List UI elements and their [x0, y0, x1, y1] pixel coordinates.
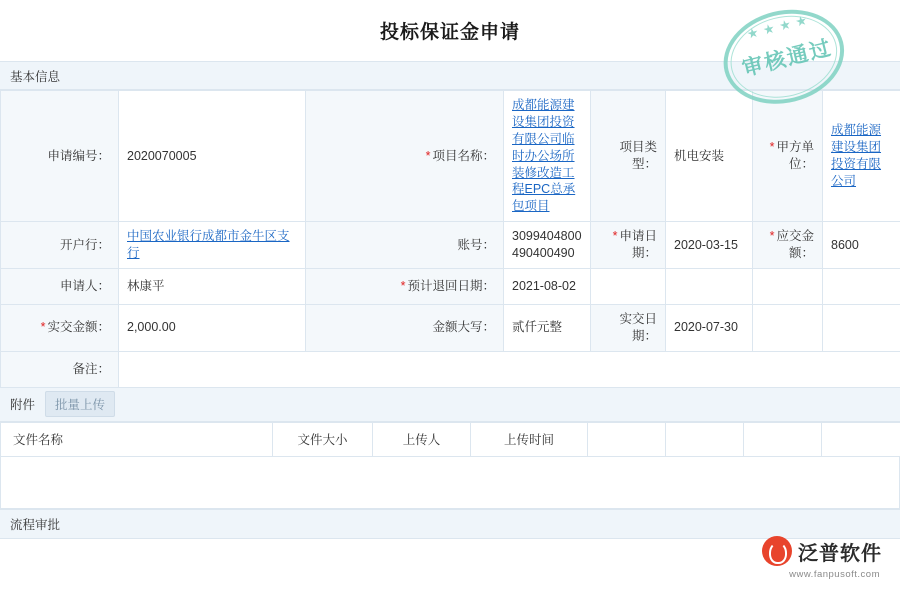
required-mark-icon: *	[769, 229, 775, 244]
attachment-empty-body	[0, 457, 900, 509]
basic-info-table	[0, 90, 900, 388]
empty-cell	[666, 268, 753, 304]
required-mark-icon: *	[425, 148, 431, 163]
column-extra-3[interactable]	[744, 422, 822, 456]
applicant-label	[1, 268, 119, 304]
brand-mark-icon	[762, 536, 792, 566]
amount-in-words-label-text: 金额大写：	[432, 320, 495, 335]
table-row	[1, 268, 900, 304]
empty-cell	[591, 268, 666, 304]
applicant-label-text: 申请人：	[59, 278, 110, 293]
paid-amount-value: 2,000.00	[119, 304, 306, 351]
payable-amount-value: 8600	[823, 222, 900, 269]
payable-amount-label-text: 应交金额：	[776, 229, 814, 260]
apply-no-value: 2020070005	[119, 91, 306, 222]
section-flow-approval-label: 流程审批	[10, 517, 61, 532]
party-a-label	[753, 91, 823, 222]
brand-logo	[762, 536, 882, 580]
table-row	[1, 351, 900, 387]
project-name-label-text: 项目名称：	[432, 148, 495, 163]
bank-label	[1, 222, 119, 269]
project-name-link[interactable]: 成都能源建设集团投资有限公司临时办公场所装修改造工程EPC总承包项目	[512, 98, 576, 214]
apply-no-label	[1, 91, 119, 222]
column-extra-4[interactable]	[822, 422, 900, 456]
payable-amount-label	[753, 222, 823, 269]
table-row	[1, 91, 900, 222]
attachment-table	[0, 422, 900, 457]
bank-label-text: 开户行：	[59, 237, 110, 252]
column-extra-2[interactable]	[666, 422, 744, 456]
account-value: 3099404800490400490	[504, 222, 591, 269]
account-label-text: 账号：	[457, 237, 495, 252]
table-header-row	[1, 422, 900, 456]
column-file-name[interactable]: 文件名称	[1, 422, 273, 456]
expected-return-date-label-text: 预计退回日期：	[407, 278, 495, 293]
remark-label-text: 备注：	[72, 361, 110, 376]
project-name-label	[306, 91, 504, 222]
required-mark-icon: *	[400, 278, 406, 293]
apply-date-label-text: 申请日期：	[619, 229, 657, 260]
apply-date-label	[591, 222, 666, 269]
attachment-label: 附件	[10, 398, 36, 413]
empty-cell	[753, 304, 823, 351]
brand-name: 泛普软件	[798, 542, 882, 565]
paid-date-label-text: 实交日期：	[619, 311, 657, 343]
column-upload-time[interactable]: 上传时间	[471, 422, 588, 456]
required-mark-icon: *	[612, 229, 618, 244]
project-type-value: 机电安装	[666, 91, 753, 222]
required-mark-icon: *	[40, 320, 46, 335]
stamp-stars: ★★★★	[745, 11, 814, 42]
table-row	[1, 222, 900, 269]
paid-amount-label	[1, 304, 119, 351]
stamp-label: 审核通过	[739, 36, 835, 81]
project-name-value	[504, 91, 591, 222]
apply-no-label-text: 申请编号：	[47, 148, 110, 163]
page-title: 投标保证金申请	[379, 22, 520, 43]
paid-date-value: 2020-07-30	[666, 304, 753, 351]
account-label	[306, 222, 504, 269]
project-type-label	[591, 91, 666, 222]
page-header	[0, 0, 900, 62]
expected-return-date-value: 2021-08-02	[504, 268, 591, 304]
attachment-toolbar	[0, 388, 900, 422]
column-uploader[interactable]: 上传人	[373, 422, 471, 456]
project-type-label-text: 项目类型：	[619, 140, 657, 172]
column-extra-1[interactable]	[588, 422, 666, 456]
empty-cell	[753, 268, 823, 304]
apply-date-value: 2020-03-15	[666, 222, 753, 269]
table-row	[1, 304, 900, 351]
remark-value[interactable]	[119, 351, 900, 387]
bank-value	[119, 222, 306, 269]
expected-return-date-label	[306, 268, 504, 304]
empty-cell	[823, 268, 900, 304]
applicant-value: 林康平	[119, 268, 306, 304]
party-a-label-text: 甲方单位：	[776, 140, 814, 172]
section-flow-approval-header	[0, 509, 900, 539]
required-mark-icon: *	[769, 140, 775, 155]
paid-date-label	[591, 304, 666, 351]
party-a-link[interactable]: 成都能源建设集团投资有限公司	[831, 123, 882, 188]
amount-in-words-label	[306, 304, 504, 351]
paid-amount-label-text: 实交金额：	[47, 320, 110, 335]
section-basic-info-label: 基本信息	[10, 69, 61, 84]
party-a-value	[823, 91, 900, 222]
section-basic-info-header	[0, 62, 900, 90]
bank-link[interactable]: 中国农业银行成都市金牛区支行	[127, 229, 290, 260]
column-file-size[interactable]: 文件大小	[273, 422, 373, 456]
brand-url: www.fanpusoft.com	[789, 569, 880, 580]
remark-label	[1, 351, 119, 387]
amount-in-words-value: 贰仟元整	[504, 304, 591, 351]
empty-cell	[823, 304, 900, 351]
batch-upload-button[interactable]: 批量上传	[45, 391, 115, 417]
